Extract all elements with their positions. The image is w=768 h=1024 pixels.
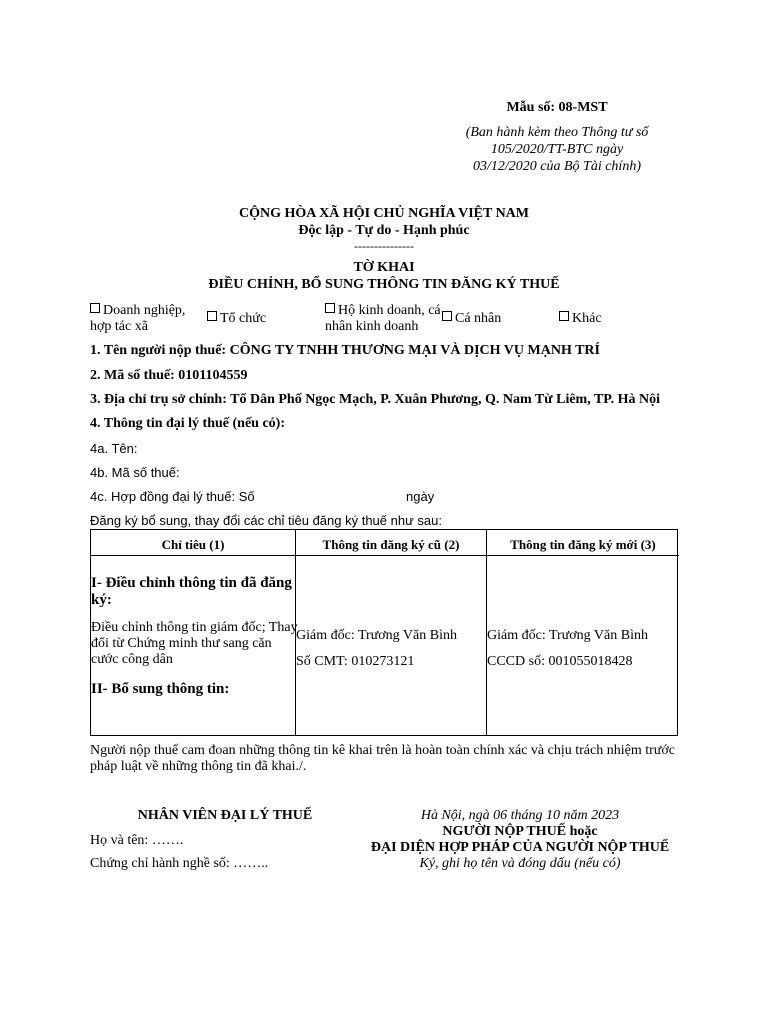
agent-contract-date: ngày [406, 489, 435, 504]
checkbox-icon[interactable] [207, 311, 217, 321]
checkbox-enterprise[interactable]: Doanh nghiệp, hợp tác xã [90, 303, 186, 334]
registration-intro: Đăng ký bổ sung, thay đổi các chỉ tiêu đăng ký thuế như sau: [90, 513, 442, 528]
agent-tax-code: 4b. Mã số thuế: [90, 465, 180, 480]
table-header-old-info: Thông tin đăng ký cũ (2) [296, 530, 486, 556]
agent-info-heading: 4. Thông tin đại lý thuế (nếu có): [90, 416, 285, 431]
separator: --------------- [354, 239, 414, 253]
form-legal-note [412, 124, 702, 175]
document-subtitle: ĐIỀU CHỈNH, BỔ SUNG THÔNG TIN ĐĂNG KÝ THUẾ [208, 277, 560, 292]
form-code-block [412, 100, 702, 175]
section-adjust-description: Điều chỉnh thông tin giám đốc; Thay đổi từ Chứng minh thư sang căn cước công dân [91, 620, 298, 667]
checkbox-household-business[interactable]: Hộ kinh doanh, cá nhân kinh doanh [325, 303, 441, 334]
checkbox-individual[interactable]: Cá nhân [442, 311, 501, 327]
form-code: Mẫu số: 08-MST [506, 100, 608, 115]
checkbox-icon[interactable] [325, 303, 335, 313]
form-note-line-3: 03/12/2020 của Bộ Tài chính) [473, 159, 641, 174]
agent-name: 4a. Tên: [90, 441, 138, 456]
legal-representative-title: ĐẠI DIỆN HỢP PHÁP CỦA NGƯỜI NỘP THUẾ [370, 840, 670, 855]
agent-signature-block [90, 808, 360, 872]
table-header-criteria: Chỉ tiêu (1) [91, 530, 295, 556]
taxpayer-name: 1. Tên người nộp thuế: CÔNG TY TNHH THƯƠNG MẠI VÀ DỊCH VỤ MẠNH TRÍ [90, 343, 600, 358]
national-heading [0, 205, 768, 293]
old-id-number: Số CMT: 010273121 [296, 654, 415, 669]
national-motto: Độc lập - Tự do - Hạnh phúc [298, 223, 470, 238]
place-date: Hà Nội, ngà 06 tháng 10 năm 2023 [420, 808, 620, 823]
head-office-address: 3. Địa chỉ trụ sở chính: Tổ Dân Phố Ngọc Mạch, P. Xuân Phương, Q. Nam Từ Liêm, TP. Hà Nội [90, 392, 660, 407]
checkbox-icon[interactable] [559, 311, 569, 321]
checkbox-icon[interactable] [90, 303, 100, 313]
document-title: TỜ KHAI [353, 260, 415, 275]
new-director: Giám đốc: Trương Văn Bình [487, 628, 648, 643]
form-note-line-1: (Ban hành kèm theo Thông tư số [465, 125, 649, 140]
national-title: CỘNG HÒA XÃ HỘI CHỦ NGHĨA VIỆT NAM [238, 206, 529, 221]
taxpayer-signature-title: NGƯỜI NỘP THUẾ hoặc [442, 824, 598, 839]
section-adjust-title: I- Điều chỉnh thông tin đã đăng ký: [91, 575, 292, 608]
checkbox-organization[interactable]: Tổ chức [207, 311, 266, 327]
agent-signature-title: NHÂN VIÊN ĐẠI LÝ THUẾ [137, 808, 313, 823]
pledge-statement: Người nộp thuế cam đoan những thông tin kê khai trên là hoàn toàn chính xác và chịu trách nhiệm trước pháp luật về những thông tin đã khai./. [90, 743, 675, 774]
column-old-info [296, 530, 487, 735]
sign-instruction: Ký, ghi họ tên và đóng dấu (nếu có) [419, 856, 621, 871]
agent-fullname: Họ và tên: ……. [90, 833, 184, 848]
new-id-number: CCCD số: 001055018428 [487, 654, 633, 669]
registration-table [90, 529, 678, 736]
column-new-info [487, 530, 679, 735]
tax-code: 2. Mã số thuế: 0101104559 [90, 368, 248, 383]
section-supplement-title: II- Bổ sung thông tin: [91, 681, 230, 697]
old-director: Giám đốc: Trương Văn Bình [296, 628, 457, 643]
table-header-new-info: Thông tin đăng ký mới (3) [487, 530, 679, 556]
column-criteria [91, 530, 296, 735]
agent-contract-number: 4c. Hợp đồng đại lý thuế: Số [90, 489, 255, 504]
form-note-line-2: 105/2020/TT-BTC ngày [490, 142, 624, 157]
checkbox-icon[interactable] [442, 311, 452, 321]
agent-certificate-number: Chứng chỉ hành nghề số: …….. [90, 856, 269, 871]
taxpayer-signature-block [360, 808, 680, 872]
checkbox-other[interactable]: Khác [559, 311, 602, 327]
